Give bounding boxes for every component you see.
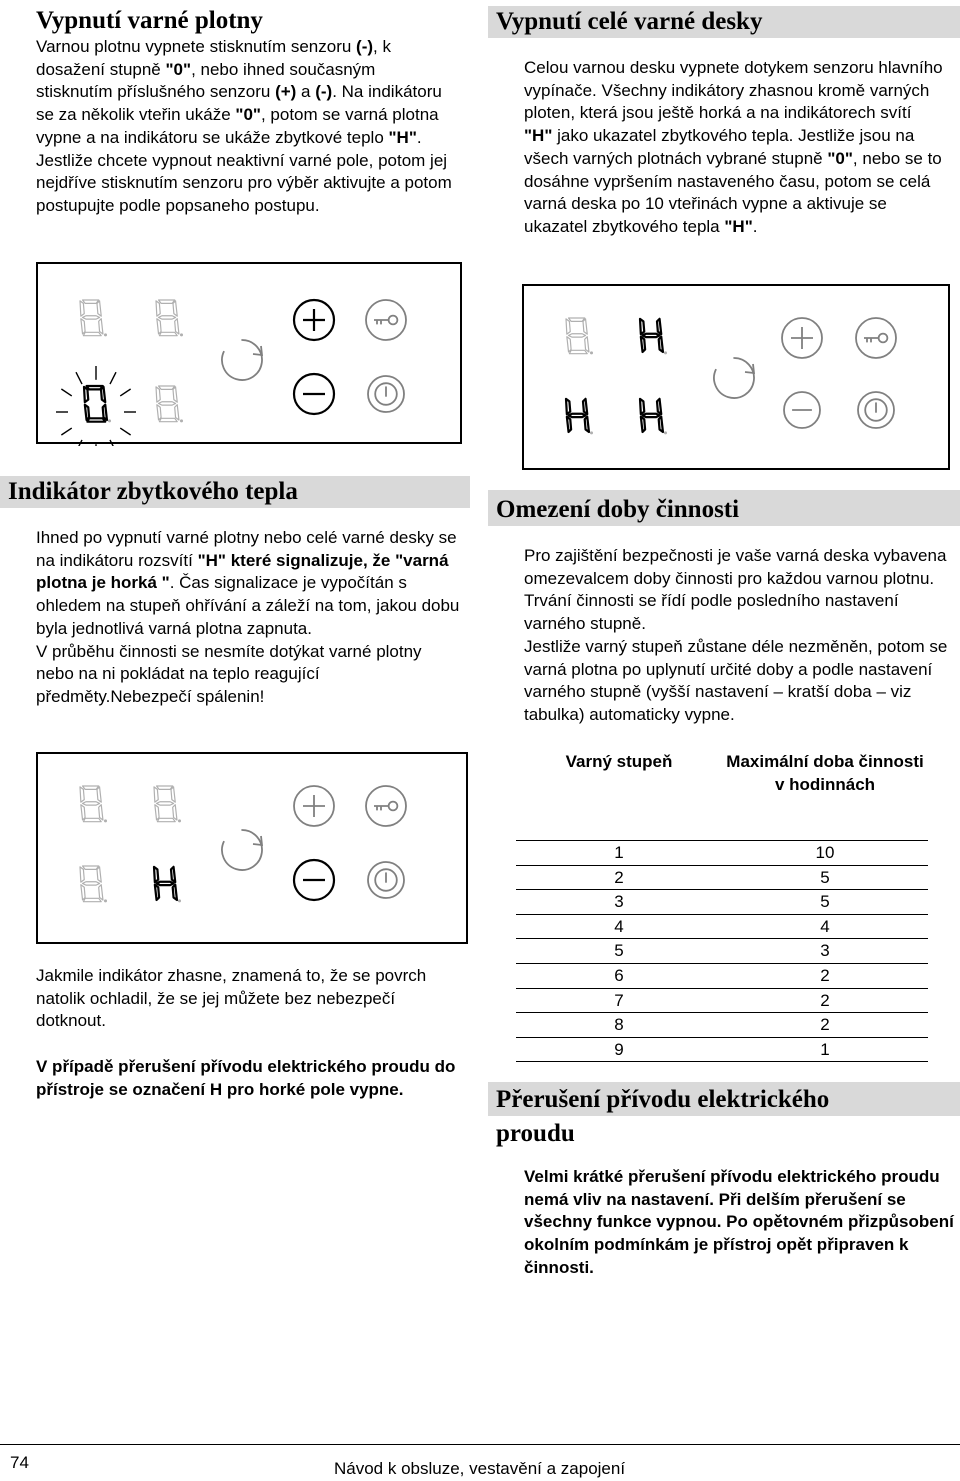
table-row xyxy=(516,939,928,964)
display-segment xyxy=(83,300,99,303)
display-segment xyxy=(97,867,101,882)
text-run: , k dosažení stupně xyxy=(36,37,391,79)
section-title-bar xyxy=(488,6,960,38)
ray xyxy=(120,389,130,396)
display-segment xyxy=(156,301,160,316)
decimal-dot xyxy=(104,899,107,902)
text-run: , nebo se to dosáhne vypršením nastaveného času, potom se celá varná deska po 10 vteřinách vypne a aktivuje se ukazatel zbytkového tepla xyxy=(524,148,942,236)
power-note-text: V případě přerušení přívodu elektrického proudu do přístroje se označení H pro horké pole vypne. xyxy=(36,1057,456,1099)
key-lock-icon xyxy=(366,786,406,826)
section-paragraph-2: Jestliže varný stupeň zůstane déle nezměněn, potom se varná plotna po uplynutí určité doby a podle nastavení varného stupně (vyšší nastavení – kratší doba – viz tabulka) automaticky vypne. xyxy=(524,636,948,724)
key-blade xyxy=(374,320,389,324)
display-segment xyxy=(83,332,101,335)
section-paragraph: Velmi krátké přerušení přívodu elektrického proudu nemá vliv na nastavení. Při delším přerušení se všechny funkce vypnou. Po opětovném přizpůsobení okolním podmínkám je přístroj opět připraven k činnosti. xyxy=(524,1167,954,1277)
seven-seg-display xyxy=(80,786,107,822)
display-segment xyxy=(80,301,84,316)
display-segment xyxy=(159,418,177,421)
footer-title: Návod k obsluze, vestavění a zapojení xyxy=(334,1459,626,1478)
display-segment xyxy=(643,334,660,337)
text-run: Celou varnou desku vypnete dotykem senzoru hlavního vypínače. Všechny indikátory zhasnou kromě varných ploten, která jsou ještě horká a na indikátorech svítí xyxy=(524,58,943,123)
display-segment xyxy=(569,334,586,337)
key-blade xyxy=(374,806,389,810)
key-blade xyxy=(864,338,879,342)
footer-rule xyxy=(0,1444,960,1445)
table-row xyxy=(516,865,928,890)
display-segment xyxy=(159,332,177,335)
display-segment xyxy=(157,802,174,805)
table-cell-duration: 5 xyxy=(722,890,928,915)
bold-run: "0" xyxy=(827,148,853,168)
table-cell-duration: 2 xyxy=(722,963,928,988)
minus-icon xyxy=(784,392,820,428)
display-segment xyxy=(85,405,89,420)
display-segment xyxy=(659,417,663,432)
bold-run: "H" xyxy=(388,127,417,147)
text-run: , potom se varná plotna vypne a na indikátoru se ukáže zbytkové teplo xyxy=(36,105,439,147)
bold-run: (+) xyxy=(275,82,297,102)
display-segment xyxy=(81,319,85,334)
power-icon xyxy=(368,862,404,898)
text-run: Varnou plotnu vypnete stisknutím senzoru xyxy=(36,37,357,56)
table-cell-duration: 4 xyxy=(722,914,928,939)
display-segment xyxy=(175,319,179,334)
table-cell-duration: 10 xyxy=(722,841,928,866)
display-segment xyxy=(173,805,177,820)
decimal-dot xyxy=(104,333,107,336)
cross xyxy=(303,309,325,331)
display-segment xyxy=(585,337,589,352)
arc xyxy=(222,340,262,380)
display-segment xyxy=(171,787,175,802)
table-row xyxy=(516,1013,928,1038)
table-cell-level: 6 xyxy=(516,963,722,988)
decimal-dot xyxy=(108,419,111,422)
ray xyxy=(110,372,116,384)
key-lock-icon xyxy=(856,318,896,358)
table-cell-duration: 1 xyxy=(722,1037,928,1062)
text-run: Ihned po vypnutí varné plotny nebo celé varné desky se na indikátoru rozsvítí xyxy=(36,528,457,570)
text-run: jako ukazatel zbytkového tepla. Jestliže jsou na všech varných plotnách vybrané stupně xyxy=(524,126,915,168)
panel-3-drawing xyxy=(38,754,470,946)
table-row xyxy=(516,914,928,939)
display-segment xyxy=(567,337,571,352)
display-segment xyxy=(641,417,645,432)
seven-seg-display xyxy=(566,399,593,435)
bold-run: "0" xyxy=(235,105,261,125)
decimal-dot xyxy=(590,351,593,354)
display-segment xyxy=(157,405,161,420)
display-segment xyxy=(83,882,100,885)
display-segment xyxy=(81,805,85,820)
display-segment xyxy=(159,300,175,303)
power-note xyxy=(36,1056,466,1101)
display-segment xyxy=(569,414,586,417)
plus-icon xyxy=(294,786,334,826)
table-cell-duration: 2 xyxy=(722,988,928,1013)
display-segment xyxy=(171,867,175,882)
section-title-bar xyxy=(488,490,960,526)
seven-seg-display xyxy=(566,318,593,354)
ray xyxy=(76,372,82,384)
display-segment xyxy=(80,867,84,882)
decimal-dot xyxy=(180,333,183,336)
table-row xyxy=(516,1037,928,1062)
display-segment xyxy=(585,417,589,432)
table-cell-level: 4 xyxy=(516,914,722,939)
bold-run: (-) xyxy=(315,82,333,102)
key-bow xyxy=(879,334,888,343)
decimal-dot xyxy=(104,819,107,822)
section-title-bar xyxy=(488,1080,960,1152)
display-segment xyxy=(157,882,174,885)
display-segment xyxy=(99,885,103,900)
display-segment xyxy=(566,399,570,414)
display-segment xyxy=(99,805,103,820)
bold-run: (-) xyxy=(356,37,374,56)
display-segment xyxy=(583,319,587,334)
table-cell-duration: 2 xyxy=(722,1013,928,1038)
after-note xyxy=(36,965,456,1033)
display-segment xyxy=(659,337,663,352)
table-row xyxy=(516,890,928,915)
section-paragraph xyxy=(36,527,460,641)
seven-seg-display xyxy=(154,867,181,903)
section-paragraph-1: Pro zajištění bezpečnosti je vaše varná deska vybavena omezevalcem doby činnosti pro každou varnou plotnu. Trvání činnosti se řídí podle posledního nastavení varného stupně. xyxy=(524,546,947,634)
panel-1-drawing xyxy=(38,264,464,446)
section-title: Indikátor zbytkového tepla xyxy=(8,478,298,505)
table-cell-level: 7 xyxy=(516,988,722,1013)
display-segment xyxy=(81,885,85,900)
display-segment xyxy=(157,818,175,821)
panel-2-drawing xyxy=(524,286,952,472)
display-segment xyxy=(156,387,160,402)
display-segment xyxy=(657,319,661,334)
seven-seg-display xyxy=(156,386,183,422)
arc xyxy=(714,358,754,398)
duration-table xyxy=(516,750,928,1062)
control-panel-figure-2 xyxy=(522,284,950,470)
after-note-text: Jakmile indikátor zhasne, znamená to, že se povrch natolik ochladil, že se jej můžete bez nebezpečí dotknout. xyxy=(36,966,427,1031)
display-segment xyxy=(569,318,585,321)
display-segment xyxy=(83,818,101,821)
plus-icon xyxy=(782,318,822,358)
seven-seg-display xyxy=(640,399,667,435)
display-segment xyxy=(154,867,158,882)
table-row xyxy=(516,841,928,866)
decimal-dot xyxy=(664,351,667,354)
section-title: Vypnutí celé varné desky xyxy=(496,8,763,35)
control-panel-figure-3 xyxy=(36,752,468,944)
table-row xyxy=(516,963,928,988)
table-cell-level: 3 xyxy=(516,890,722,915)
display-segment xyxy=(157,786,173,789)
cross xyxy=(791,327,813,349)
plus-icon xyxy=(294,300,334,340)
section-paragraph xyxy=(524,57,944,239)
table-body xyxy=(516,841,928,1062)
seven-seg-display xyxy=(640,319,667,355)
power-icon xyxy=(368,376,404,412)
display-segment xyxy=(173,885,177,900)
minus-icon xyxy=(294,860,334,900)
ray xyxy=(120,428,130,435)
seven-seg-display xyxy=(80,866,107,902)
control-panel-figure-1 xyxy=(36,262,462,444)
minus-icon xyxy=(294,374,334,414)
display-segment xyxy=(643,414,660,417)
table-header-duration: Maximální doba činnosti v hodinnách xyxy=(726,752,924,794)
table-row xyxy=(516,988,928,1013)
section-title: Omezení doby činnosti xyxy=(496,496,740,523)
display-segment xyxy=(83,786,99,789)
seven-seg-display xyxy=(156,300,183,336)
ray xyxy=(110,440,116,446)
section-power-interrupt xyxy=(524,1166,954,1280)
arc xyxy=(222,830,262,870)
text-run: . xyxy=(752,216,758,236)
decimal-dot xyxy=(178,899,181,902)
table-cell-level: 8 xyxy=(516,1013,722,1038)
display-segment xyxy=(99,319,103,334)
table-header xyxy=(516,750,928,841)
power-icon xyxy=(858,392,894,428)
section-paragraph-2: V průběhu činnosti se nesmíte dotýkat varné plotny nebo na ni pokládat na teplo reagující předměty.Nebezpečí spálenin! xyxy=(36,641,422,706)
seven-seg-display xyxy=(80,300,107,336)
decimal-dot xyxy=(178,819,181,822)
display-segment xyxy=(83,866,99,869)
zone-select-icon xyxy=(714,358,754,398)
decimal-dot xyxy=(590,431,593,434)
display-segment xyxy=(83,316,100,319)
display-segment xyxy=(569,350,587,353)
display-segment xyxy=(175,405,179,420)
key-lock-icon xyxy=(366,300,406,340)
table-cell-level: 1 xyxy=(516,841,722,866)
display-segment xyxy=(155,885,159,900)
key-bow xyxy=(389,802,398,811)
text-run: a xyxy=(296,82,316,102)
ray xyxy=(61,428,71,435)
table-cell-duration: 3 xyxy=(722,939,928,964)
display-segment xyxy=(87,418,105,421)
key-bow xyxy=(389,316,398,325)
page-number: 74 xyxy=(10,1453,29,1472)
decimal-dot xyxy=(180,419,183,422)
seven-seg-display xyxy=(84,386,111,422)
text-run: . Na indikátoru se za několik vteřin ukáže xyxy=(36,82,442,125)
bold-run: "H" xyxy=(724,216,753,236)
display-segment xyxy=(155,805,159,820)
section-title-bar xyxy=(0,476,470,508)
section-paragraph xyxy=(36,36,456,218)
text-run: . Čas signalizace je vypočítán s ohledem na stupeň ohřívání a záleží na tom, jakou dobu byla jednotlivá varná plotna zapnuta. xyxy=(36,573,460,638)
display-segment xyxy=(173,301,177,316)
display-segment xyxy=(157,319,161,334)
section-switch-off-all xyxy=(524,57,944,239)
text-run: . Jestliže chcete vypnout neaktivní varné pole, potom jej nejdříve stisknutím senzoru pro výběr aktivujte a potom postupujte podle popsaneho postupu. xyxy=(36,127,452,215)
table-cell-duration: 5 xyxy=(722,865,928,890)
display-segment xyxy=(80,787,84,802)
bold-run: "H" které signalizuje, že "varná plotna je horká " xyxy=(36,550,449,593)
table-cell-level: 9 xyxy=(516,1037,722,1062)
cross xyxy=(303,795,325,817)
display-segment xyxy=(83,898,101,901)
section-time-limit xyxy=(524,545,960,727)
display-segment xyxy=(159,386,175,389)
table-cell-level: 5 xyxy=(516,939,722,964)
display-segment xyxy=(97,787,101,802)
section-title: Přerušení přívodu elektrického proudu xyxy=(496,1086,830,1147)
display-segment xyxy=(83,802,100,805)
display-segment xyxy=(567,417,571,432)
blink-rays xyxy=(56,366,136,446)
zone-select-icon xyxy=(222,340,262,380)
display-segment xyxy=(159,316,176,319)
section-title: Vypnutí varné plotny xyxy=(36,7,263,34)
display-segment xyxy=(583,399,587,414)
text-run: , nebo ihned současným stisknutím příslušného senzoru xyxy=(36,59,376,102)
display-segment xyxy=(101,387,105,402)
display-segment xyxy=(657,399,661,414)
display-segment xyxy=(97,301,101,316)
ray xyxy=(61,389,71,396)
decimal-dot xyxy=(664,431,667,434)
display-segment xyxy=(640,319,644,334)
display-segment xyxy=(640,399,644,414)
ray xyxy=(76,440,82,446)
display-segment xyxy=(566,319,570,334)
table-cell-level: 2 xyxy=(516,865,722,890)
zone-select-icon xyxy=(222,830,262,870)
section-residual-heat xyxy=(36,527,460,709)
display-segment xyxy=(173,387,177,402)
table-header-level: Varný stupeň xyxy=(565,752,673,771)
bold-run: "H" xyxy=(524,126,553,146)
display-segment xyxy=(159,402,176,405)
display-segment xyxy=(154,787,158,802)
bold-run: "0" xyxy=(165,59,192,79)
seven-seg-display xyxy=(154,786,181,822)
section-switch-off-zone xyxy=(36,6,456,218)
display-segment xyxy=(641,337,645,352)
display-segment xyxy=(84,387,88,402)
